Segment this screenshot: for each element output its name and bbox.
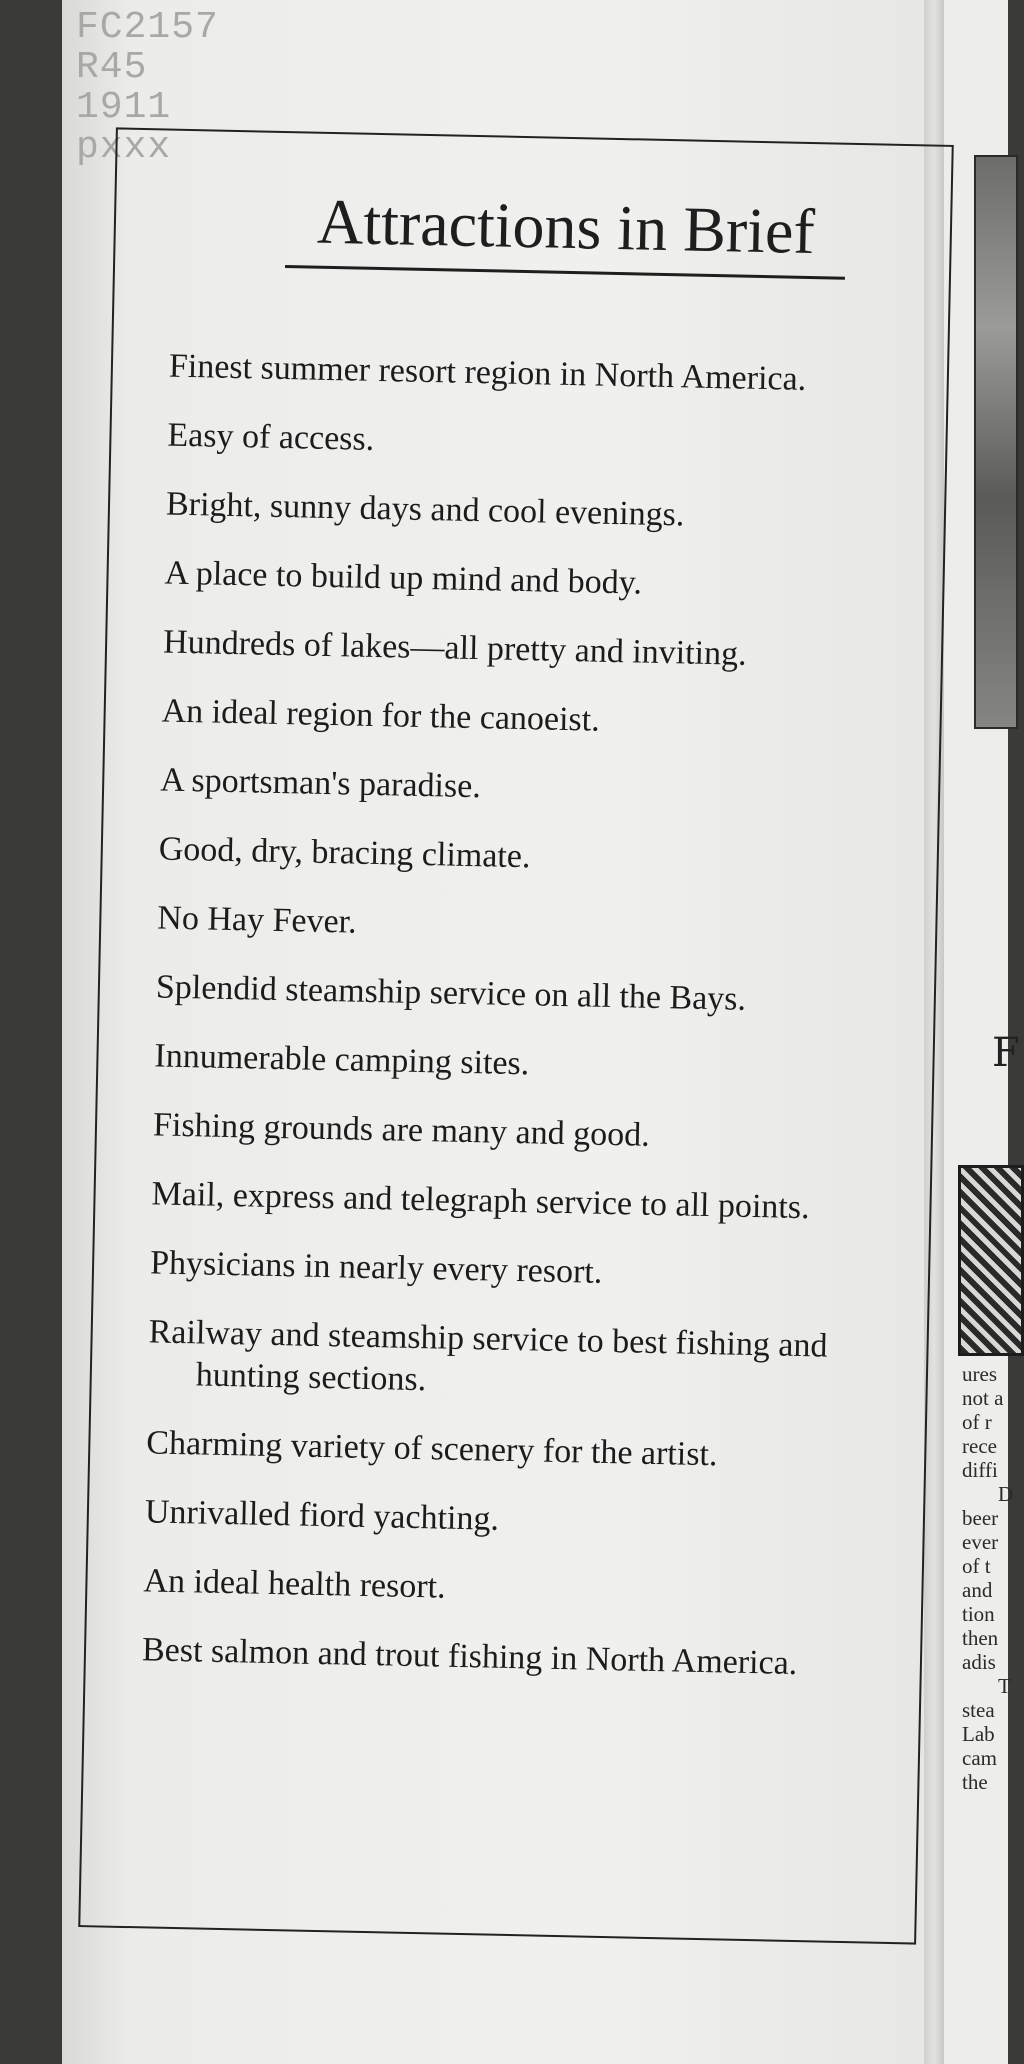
list-item: Best salmon and trout fishing in North America. — [141, 1631, 798, 1683]
text-fragment: not a — [962, 1386, 1004, 1410]
list-item: Unrivalled fiord yachting. — [144, 1493, 500, 1538]
text-fragment: ever — [962, 1530, 999, 1554]
list-item: An ideal region for the canoeist. — [161, 692, 601, 739]
text-fragment: T — [998, 1674, 1011, 1698]
list-item: Physicians in nearly every resort. — [149, 1244, 603, 1291]
list-item: Fishing grounds are many and good. — [152, 1106, 651, 1154]
call-number-line: pxxx — [76, 126, 172, 169]
text-fragment: cam — [962, 1746, 997, 1770]
ornament-illustration — [958, 1165, 1024, 1356]
call-number-line: 1911 — [76, 86, 172, 129]
text-fragment: stea — [962, 1698, 995, 1722]
text-fragment: D — [998, 1482, 1014, 1506]
list-item: Innumerable camping sites. — [154, 1037, 530, 1083]
list-item: Finest summer resort region in North America. — [168, 347, 807, 398]
text-fragment: adis — [962, 1650, 996, 1674]
call-number-line: R45 — [76, 46, 148, 89]
text-fragment: then — [962, 1626, 999, 1650]
list-item: An ideal health resort. — [143, 1562, 446, 1606]
right-heading-fragment: F — [992, 1030, 1020, 1076]
attractions-frame — [78, 127, 954, 1944]
text-fragment: and — [962, 1578, 993, 1602]
list-item: A place to build up mind and body. — [164, 554, 643, 602]
right-text-fragments — [962, 1362, 1022, 1794]
list-item: No Hay Fever. — [157, 899, 357, 941]
list-item: Railway and steamship service to best fishing and hunting sections. — [148, 1313, 828, 1399]
text-fragment: ures — [962, 1362, 997, 1386]
list-item: A sportsman's paradise. — [159, 761, 482, 806]
list-item: Mail, express and telegraph service to all points. — [151, 1175, 810, 1227]
text-fragment: rece — [962, 1434, 997, 1458]
list-item: Splendid steamship service on all the Bays. — [155, 968, 747, 1018]
text-fragment: diffi — [962, 1458, 998, 1482]
text-fragment: tion — [962, 1602, 995, 1626]
attractions-list — [141, 346, 885, 1714]
text-fragment: of r — [962, 1410, 992, 1434]
text-fragment: beer — [962, 1506, 999, 1530]
list-item: Hundreds of lakes—all pretty and inviting. — [162, 623, 747, 673]
list-item: Bright, sunny days and cool evenings. — [165, 485, 685, 534]
list-item: Good, dry, bracing climate. — [158, 830, 531, 876]
call-number-line: FC2157 — [76, 6, 219, 49]
text-fragment: of t — [962, 1554, 991, 1578]
list-item: Charming variety of scenery for the artist. — [146, 1424, 718, 1474]
text-fragment: Lab — [962, 1722, 995, 1746]
list-item: Easy of access. — [167, 416, 375, 458]
page-title: Attractions in Brief — [316, 185, 816, 268]
text-fragment: the — [962, 1770, 988, 1794]
photo-fragment — [974, 155, 1018, 729]
